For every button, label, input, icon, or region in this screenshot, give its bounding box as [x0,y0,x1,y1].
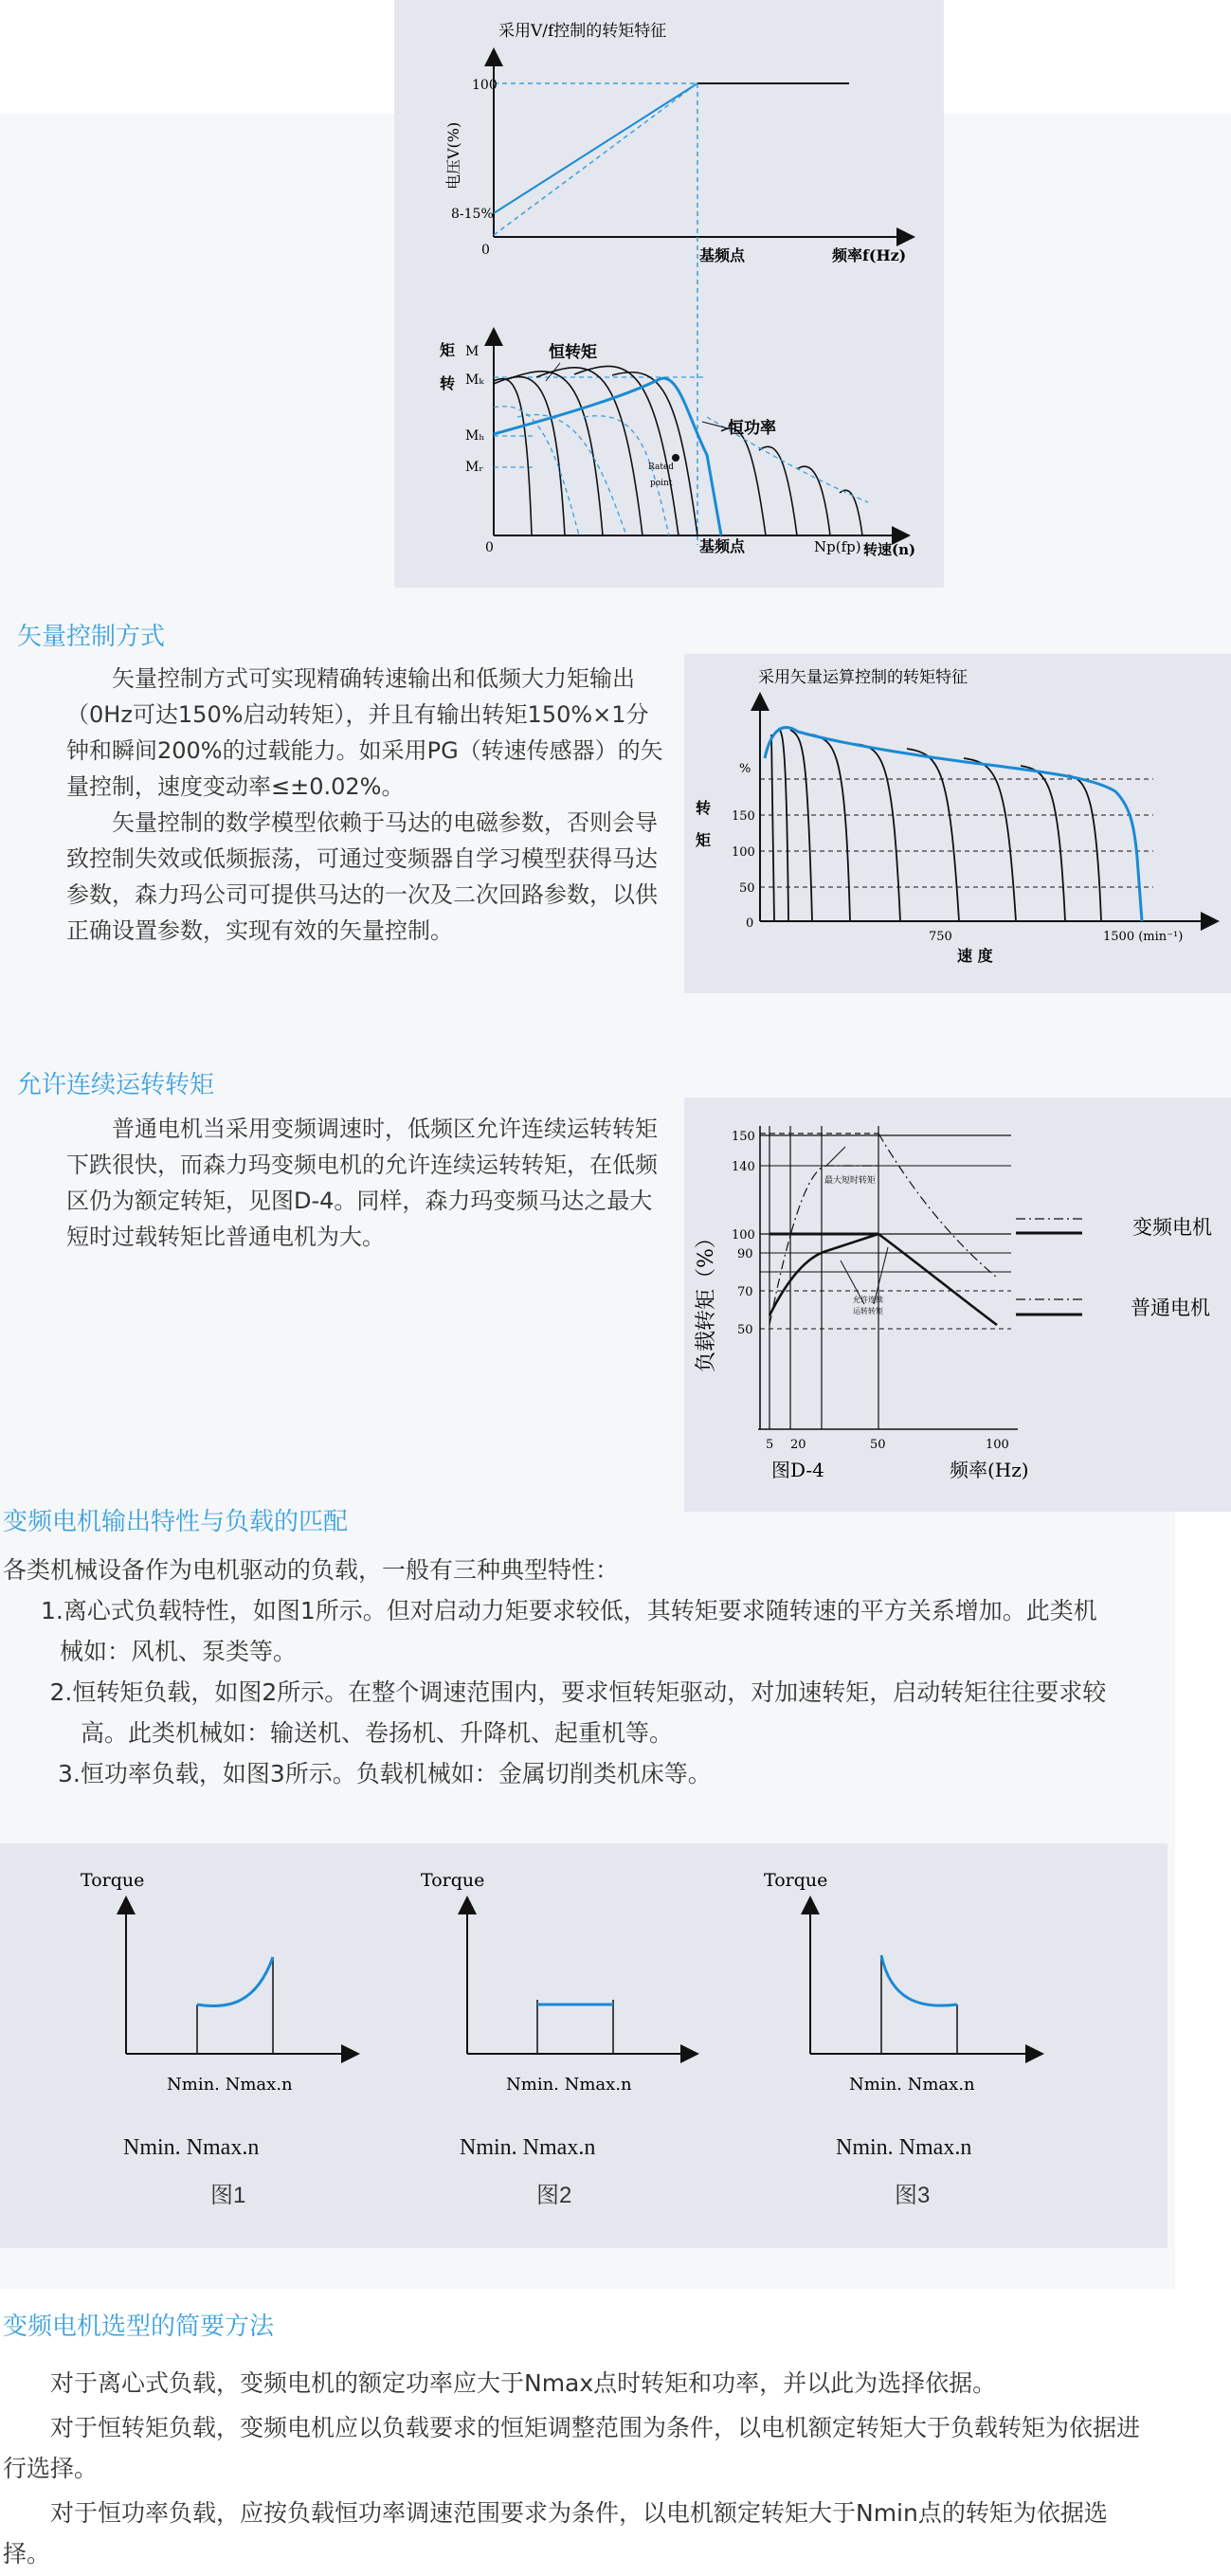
d4-label-100: 100 [732,1228,755,1243]
vf-base-label: 基频点 [699,246,746,264]
d4-label-70: 70 [737,1285,753,1299]
d4-label-140: 140 [732,1160,755,1174]
vf-label-100: 100 [472,78,498,93]
speed-curve [1021,766,1065,921]
continuous-text [66,1111,665,1255]
fig3-axis-label: Nmin. Nmax.n [849,2075,975,2095]
torque-ylabel-2: 矩 [440,341,456,359]
d4-ylabel: 负载转矩（%） [695,1227,718,1372]
d4-label-150: 150 [732,1130,755,1144]
d4-x50: 50 [870,1438,886,1452]
torque-mh: Mₕ [465,428,485,444]
vector-ylabel-1: 转 [696,799,712,817]
selection-paragraph-1: 对于离心式负载，变频电机的额定功率应大于Nmax点时转矩和功率，并以此为选择依据。 [50,2369,997,2397]
torque-curve [612,372,697,535]
torque-m: M [465,344,480,359]
torque-mr: Mᵣ [465,460,484,475]
fig2-nmin-label: Nmin. Nmax.n [460,2135,596,2160]
vector-label-0: 0 [746,916,754,931]
allow-label-2: 运转转矩 [853,1307,883,1315]
normal-continuous-curve [769,1234,997,1325]
legend-vf-label: 变频电机 [1132,1216,1212,1239]
vector-chart [684,654,1231,993]
matching-text [3,1550,1140,1794]
vector-label-pct: % [739,762,751,776]
d4-chart [684,1098,1231,1512]
fig2-caption: 图2 [536,2183,572,2208]
vector-label-100: 100 [732,845,755,860]
vector-paragraph-2: 矢量控制的数学模型依赖于马达的电磁参数，否则会导致控制失效或低频振荡，可通过变频器自学习模型获得马达参数，森力玛公司可提供马达的一次及二次回路参数，以供正确设置参数，实现有效的矢量控制。 [66,809,658,944]
vector-label-150: 150 [732,809,755,824]
speed-curve [812,735,850,921]
d4-figure-panel [684,1098,1231,1512]
fig1-curve [197,1957,273,2006]
speed-curve [771,735,774,921]
load-figures-panel [0,1843,1168,2248]
matching-item-1: 1.离心式负载特性，如图1所示。但对启动力矩要求较低，其转矩要求随转速的平方关系增加。此类机械如：风机、泵类等。 [41,1597,1097,1665]
allow-label-1: 允许连续 [853,1296,883,1304]
d4-x100: 100 [986,1438,1009,1452]
speed-curve [790,730,812,921]
vf-ylabel: 电压V(%) [444,121,462,190]
matching-item-2: 2.恒转矩负载，如图2所示。在整个调速范围内，要求恒转矩驱动，对加速转矩，启动转矩往往要求较高。此类机械如：输送机、卷扬机、升降机、起重机等。 [49,1678,1107,1747]
pointer-line [826,1147,845,1166]
vf-label-815: 8-15% [451,207,494,222]
d4-x5: 5 [766,1438,774,1452]
speed-curve [907,749,959,921]
vector-xlabel: 速 度 [957,947,993,965]
rated-point-label: point [650,479,673,488]
vf-chart [394,0,944,588]
speed-curve [1068,775,1101,921]
torque-zero: 0 [485,540,494,555]
fig3-caption: 图3 [895,2183,931,2208]
selection-heading: 变频电机选型的简要方法 [3,2313,275,2341]
legend-normal-label: 普通电机 [1131,1297,1210,1319]
d4-caption: 图D-4 [771,1459,824,1481]
vector-figure-panel [684,654,1231,993]
torque-base-label: 基频点 [699,537,746,555]
pointer-line [702,422,728,428]
speed-curve [964,758,1016,921]
torque-ylabel-1: 转 [440,374,456,392]
speed-label: 转速(n) [863,541,916,558]
vector-torque-envelope [765,728,1142,921]
torque-mk: Mₖ [465,372,484,388]
np-label: Np(fp) [814,538,861,555]
fig2-axis-label: Nmin. Nmax.n [506,2075,632,2095]
selection-paragraph-3: 对于恒功率负载，应按负载恒功率调速范围要求为条件，以电机额定转矩大于Nmin点的转矩为依据选择。 [3,2499,1108,2567]
continuous-heading: 允许连续运转转矩 [17,1071,215,1099]
vector-fig-title: 采用矢量运算控制的转矩特征 [758,668,968,687]
fig3-torque-label: Torque [764,1870,828,1891]
dashed-curve [494,407,579,535]
vf-figure-panel [394,0,944,588]
torque-curve [721,428,766,535]
const-torque-label: 恒转矩 [549,343,597,362]
const-power-label: 恒功率 [728,419,776,438]
vf-boost-line [494,83,697,213]
torque-curve [494,379,532,535]
matching-heading: 变频电机输出特性与负载的匹配 [3,1508,349,1536]
dashed-curve [517,415,626,535]
fig1-nmin-label: Nmin. Nmax.n [123,2135,260,2160]
rated-label: Rated [648,463,675,472]
vector-heading: 矢量控制方式 [17,623,166,651]
vector-ylabel-2: 矩 [696,831,712,849]
fig3-curve [881,1955,957,2005]
vector-x1500: 1500 (min⁻¹) [1103,930,1184,944]
matching-intro: 各类机械设备作为电机驱动的负载，一般有三种典型特性： [3,1556,620,1584]
fig1-axis-label: Nmin. Nmax.n [167,2075,293,2095]
d4-label-50: 50 [737,1323,753,1337]
load-charts [0,1843,1168,2248]
torque-curve [508,372,603,535]
vf-xlabel: 频率f(Hz) [832,246,907,264]
matching-item-3: 3.恒功率负载，如图3所示。负载机械如：金属切削类机床等。 [58,1760,712,1787]
d4-x20: 20 [790,1438,806,1452]
fig1-torque-label: Torque [81,1870,145,1891]
continuous-paragraph: 普通电机当采用变频调速时，低频区允许连续运转转矩下跌很快，而森力玛变频电机的允许连续运转转矩，在低频区仍为额定转矩，见图D-4。同样，森力玛变频马达之最大短时过载转矩比普通电机为大。 [66,1116,658,1250]
fig2-torque-label: Torque [421,1870,485,1891]
vector-text [66,661,665,949]
fig3-nmin-label: Nmin. Nmax.n [836,2135,972,2160]
vf-label-0: 0 [481,243,490,258]
d4-label-90: 90 [737,1247,753,1261]
speed-curve [855,744,900,921]
vector-x750: 750 [929,930,952,944]
selection-text [3,2363,1140,2574]
vector-label-50: 50 [739,881,755,896]
selection-paragraph-2: 对于恒转矩负载，变频电机应以负载要求的恒矩调整范围为条件，以电机额定转矩大于负载转矩为依据进行选择。 [3,2414,1141,2482]
speed-curve [779,728,788,921]
vf-max-decline [878,1134,997,1278]
vector-paragraph-1: 矢量控制方式可实现精确转速输出和低频大力矩输出（0Hz可达150%启动转矩），并且有输出转矩150%×1分钟和瞬间200%的过载能力。如采用PG（转速传感器）的矢量控制，速度变动率≤±0.02%。 [66,665,663,800]
fig1-caption: 图1 [210,2183,246,2208]
torque-curve [840,490,862,535]
max-short-label: 最大短时转矩 [824,1176,877,1186]
torque-curve [759,446,797,535]
d4-xlabel: 频率(Hz) [950,1459,1029,1481]
vf-linear-dash [494,83,697,235]
rated-point [672,454,679,462]
vf-title: 采用V/f控制的转矩特征 [498,22,667,41]
